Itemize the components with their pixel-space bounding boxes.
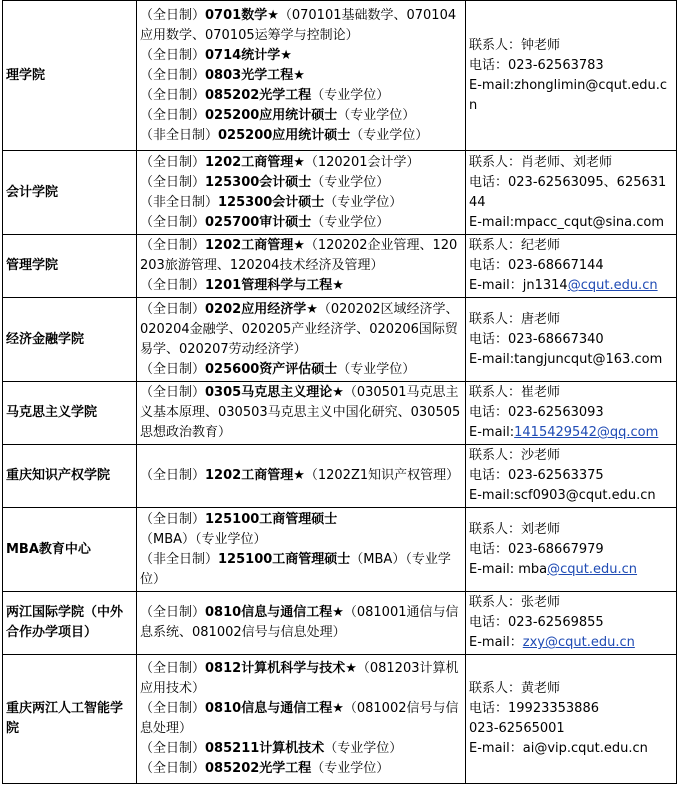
contact-info (466, 508, 677, 592)
contact-person: 联系人：唐老师 (469, 311, 561, 327)
program-item: （全日制）125100工商管理硕士（MBA）（专业学位） (140, 511, 338, 547)
department-name: 管理学院 (3, 235, 137, 298)
contact-email: E-mail:1415429542@qq.com (469, 425, 659, 440)
department-name: 理学院 (3, 1, 137, 151)
email-link[interactable]: @cqut.edu.cn (547, 561, 638, 577)
program-item: （全日制）025200应用统计硕士（专业学位） (140, 107, 416, 123)
program-item: （全日制）0202应用经济学★（020202区域经济学、020204金融学、020205产业经济学、020206国际贸易学、020207劳动经济学） (140, 301, 459, 357)
program-list (137, 655, 466, 784)
contact-phone: 电话：023-68667979 (469, 541, 604, 557)
program-item: （全日制）0803光学工程★ (140, 67, 305, 83)
table-row (3, 151, 677, 235)
contact-info (466, 151, 677, 235)
department-name: 两江国际学院（中外合作办学项目） (3, 592, 137, 655)
program-item: （全日制）0701数学★（070101基础数学、070104应用数学、070105运筹学与控制论） (140, 7, 457, 43)
contact-info (466, 655, 677, 784)
contact-person: 联系人：黄老师 (469, 681, 561, 696)
contact-info (466, 445, 677, 508)
email-link[interactable]: zxy@cqut.edu.cn (522, 635, 635, 650)
contact-email: E-mail：zxy@cqut.edu.cn (469, 635, 635, 650)
contact-person: 联系人：张老师 (469, 595, 561, 610)
table-row (3, 298, 677, 382)
program-item: （全日制）1201管理科学与工程★ (140, 278, 344, 293)
program-item: （全日制）085211计算机技术（专业学位） (140, 741, 403, 756)
contact-email: E-mail：jn1314@cqut.edu.cn (469, 278, 658, 293)
contact-email: E-mail:scf0903@cqut.edu.cn (469, 488, 656, 503)
contact-info (466, 382, 677, 445)
contact-phone: 电话：023-62563093 (469, 405, 604, 420)
program-item: （全日制）125300会计硕士（专业学位） (140, 174, 390, 190)
contact-info (466, 1, 677, 151)
program-item: （非全日制）025200应用统计硕士（专业学位） (140, 127, 429, 143)
contact-info (466, 298, 677, 382)
program-list (137, 445, 466, 508)
program-item: （全日制）0810信息与通信工程★（081001通信与信息系统、081002信号与信息处理） (140, 605, 459, 640)
program-list (137, 298, 466, 382)
program-item: （全日制）085202光学工程（专业学位） (140, 87, 390, 103)
program-item: （全日制）1202工商管理★（1202Z1知识产权管理） (140, 468, 460, 483)
table-row (3, 655, 677, 784)
contact-info (466, 235, 677, 298)
contact-email: E-mail:mpacc_cqut@sina.com (469, 214, 665, 230)
department-name: MBA教育中心 (3, 508, 137, 592)
program-list (137, 235, 466, 298)
email-link[interactable]: 1415429542@qq.com (514, 425, 659, 440)
department-name: 会计学院 (3, 151, 137, 235)
email-link[interactable]: @cqut.edu.cn (567, 278, 658, 293)
programs-table (2, 0, 677, 784)
contact-email: E-mail:zhonglimin@cqut.edu.cn (469, 77, 668, 113)
contact-email: E-mail:tangjuncqut@163.com (469, 351, 663, 367)
contact-email: E-mail：ai@vip.cqut.edu.cn (469, 741, 648, 756)
program-item: （全日制）0305马克思主义理论★（030501马克思主义基本原理、030503马克思主义中国化研究、030505思想政治教育） (140, 385, 461, 440)
contact-phone: 电话：023-62569855 (469, 615, 604, 630)
program-list (137, 382, 466, 445)
contact-phone: 电话：023-62563375 (469, 468, 604, 483)
table-row (3, 592, 677, 655)
table-row (3, 235, 677, 298)
contact-phone: 电话：023-68667144 (469, 258, 604, 273)
program-item: （全日制）085202光学工程（专业学位） (140, 761, 390, 776)
table-row (3, 445, 677, 508)
contact-phone: 电话：023-62563783 (469, 57, 604, 73)
department-name: 经济金融学院 (3, 298, 137, 382)
program-item: （全日制）025700审计硕士（专业学位） (140, 214, 390, 230)
program-list (137, 592, 466, 655)
contact-info (466, 592, 677, 655)
table-row (3, 382, 677, 445)
contact-person: 联系人：崔老师 (469, 385, 561, 400)
program-item: （全日制）0812计算机科学与技术★（081203计算机应用技术） (140, 661, 459, 696)
program-item: （全日制）0714统计学★ (140, 47, 292, 63)
department-name: 重庆两江人工智能学院 (3, 655, 137, 784)
table-row (3, 508, 677, 592)
program-list (137, 508, 466, 592)
contact-phone: 电话：023-62563095、62563144 (469, 174, 667, 210)
program-item: （全日制）1202工商管理★（120201会计学） (140, 154, 420, 170)
contact-phone: 电话：19923353886 (469, 701, 599, 716)
contact-person: 联系人：钟老师 (469, 37, 561, 53)
contact-email: E-mail: mba@cqut.edu.cn (469, 561, 638, 577)
contact-person: 联系人：肖老师、刘老师 (469, 154, 613, 170)
program-item: （全日制）0810信息与通信工程★（081002信号与信息处理） (140, 701, 459, 736)
contact-person: 联系人：刘老师 (469, 521, 561, 537)
department-name: 马克思主义学院 (3, 382, 137, 445)
contact-phone: 电话：023-68667340 (469, 331, 604, 347)
program-item: （非全日制）125100工商管理硕士（MBA）（专业学位） (140, 551, 451, 587)
contact-person: 联系人：沙老师 (469, 448, 561, 463)
program-item: （全日制）025600资产评估硕士（专业学位） (140, 361, 416, 377)
department-name: 重庆知识产权学院 (3, 445, 137, 508)
program-list (137, 1, 466, 151)
program-item: （全日制）1202工商管理★（120202企业管理、120203旅游管理、120204技术经济及管理） (140, 238, 458, 273)
table-row (3, 1, 677, 151)
program-item: （非全日制）125300会计硕士（专业学位） (140, 194, 403, 210)
program-list (137, 151, 466, 235)
contact-person: 联系人：纪老师 (469, 238, 561, 253)
contact-phone: 023-62565001 (469, 721, 565, 736)
